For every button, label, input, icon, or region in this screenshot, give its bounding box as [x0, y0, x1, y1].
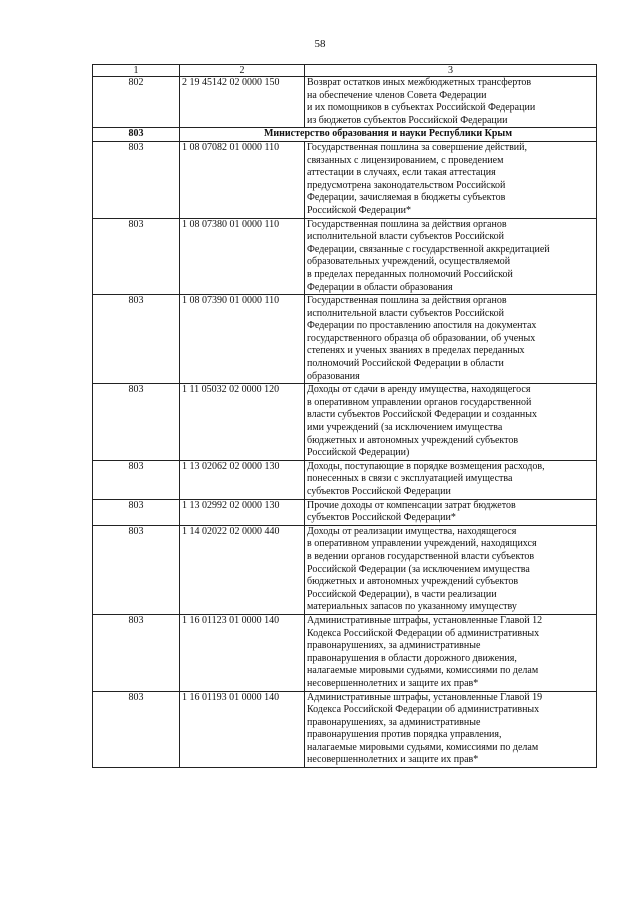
- table-row: [93, 295, 597, 384]
- description-line: правонарушения против порядка управления,: [307, 729, 502, 741]
- table-row: [93, 614, 597, 691]
- revenue-codes-table: [92, 64, 597, 768]
- budget-classification-code: 1 08 07380 01 0000 110: [180, 218, 305, 295]
- budget-classification-code: 1 11 05032 02 0000 120: [180, 384, 305, 461]
- description-line: Возврат остатков иных межбюджетных трансфертов: [307, 77, 532, 88]
- description-line: предусмотрена законодательством Российской: [307, 179, 506, 191]
- table-row: [93, 77, 597, 128]
- description-line: налагаемые мировыми судьями, комиссиями по делам: [307, 665, 539, 677]
- page-number: 58: [314, 38, 326, 50]
- revenue-description: [305, 77, 597, 128]
- description-line: в пределах переданных полномочий Российской: [307, 268, 513, 280]
- revenue-description: [305, 691, 597, 768]
- ministry-header-row: [93, 128, 597, 142]
- description-line: степенях и ученых званиях в пределах переданных: [307, 345, 525, 357]
- revenue-description: [305, 614, 597, 691]
- revenue-description: [305, 525, 597, 614]
- description-line: на обеспечение членов Совета Федерации: [307, 89, 487, 101]
- description-line: исполнительной власти субъектов Российской: [307, 231, 505, 243]
- budget-classification-code: 1 16 01123 01 0000 140: [180, 614, 305, 691]
- admin-code: 803: [93, 384, 180, 461]
- description-line: Кодекса Российской Федерации об административных: [307, 627, 540, 639]
- admin-code: 803: [93, 499, 180, 525]
- description-line: несовершеннолетних и защите их прав*: [307, 754, 479, 766]
- description-line: Государственная пошлина за действия органов: [307, 218, 507, 230]
- description-line: ими учреждений (за исключением имущества: [307, 422, 503, 434]
- description-line: Российской Федерации*: [307, 204, 412, 216]
- description-line: и их помощников в субъектах Российской Федерации: [307, 102, 536, 114]
- description-line: в оперативном управлении органов государственной: [307, 396, 532, 408]
- table-header-row: [93, 65, 597, 77]
- description-line: из бюджетов субъектов Российской Федерации: [307, 114, 508, 126]
- table-row: [93, 499, 597, 525]
- description-line: Доходы от реализации имущества, находящегося: [307, 525, 517, 537]
- description-line: власти субъектов Российской Федерации и созданных: [307, 409, 538, 421]
- ministry-title: Министерство образования и науки Республики Крым: [180, 128, 597, 142]
- table-row: [93, 218, 597, 295]
- description-line: Административные штрафы, установленные Главой 12: [307, 614, 543, 626]
- table-row: [93, 141, 597, 218]
- budget-classification-code: 1 16 01193 01 0000 140: [180, 691, 305, 768]
- table-body: [93, 65, 597, 768]
- budget-classification-code: 1 08 07390 01 0000 110: [180, 295, 305, 384]
- description-line: налагаемые мировыми судьями, комиссиями по делам: [307, 741, 539, 753]
- description-line: Государственная пошлина за совершение действий,: [307, 141, 528, 153]
- description-line: правонарушениях, за административные: [307, 716, 481, 728]
- admin-code: 803: [93, 128, 180, 142]
- description-line: в ведении органов государственной власти субъектов: [307, 550, 535, 562]
- description-line: субъектов Российской Федерации*: [307, 512, 456, 524]
- description-line: правонарушения в области дорожного движения,: [307, 652, 517, 664]
- column-header-2: 2: [180, 65, 305, 77]
- description-line: Федерации, зачисляемая в бюджеты субъектов: [307, 192, 506, 204]
- column-header-1: 1: [93, 65, 180, 77]
- description-line: Федерации в области образования: [307, 281, 453, 293]
- description-line: Российской Федерации): [307, 447, 410, 459]
- description-line: несовершеннолетних и защите их прав*: [307, 677, 479, 689]
- revenue-description: [305, 295, 597, 384]
- description-line: Российской Федерации (за исключением имущества: [307, 563, 530, 575]
- budget-classification-code: 1 13 02062 02 0000 130: [180, 460, 305, 499]
- description-line: бюджетных и автономных учреждений субъектов: [307, 576, 519, 588]
- description-line: субъектов Российской Федерации: [307, 486, 451, 497]
- table-row: [93, 691, 597, 768]
- description-line: аттестации в случаях, если такая аттестация: [307, 167, 496, 179]
- description-line: связанных с лицензированием, с проведением: [307, 154, 504, 166]
- admin-code: 803: [93, 691, 180, 768]
- budget-classification-code: 2 19 45142 02 0000 150: [180, 77, 305, 128]
- admin-code: 803: [93, 614, 180, 691]
- description-line: Федерации, связанные с государственной аккредитацией: [307, 243, 550, 255]
- admin-code: 803: [93, 525, 180, 614]
- description-line: государственного образца об образовании, об ученых: [307, 332, 536, 344]
- budget-classification-code: 1 13 02992 02 0000 130: [180, 499, 305, 525]
- description-line: понесенных в связи с эксплуатацией имущества: [307, 473, 513, 485]
- description-line: бюджетных и автономных учреждений субъектов: [307, 434, 519, 446]
- revenue-description: [305, 218, 597, 295]
- description-line: Прочие доходы от компенсации затрат бюджетов: [307, 499, 516, 511]
- description-line: в оперативном управлении учреждений, находящихся: [307, 538, 537, 550]
- description-line: Доходы от сдачи в аренду имущества, находящегося: [307, 384, 531, 396]
- column-header-3: 3: [305, 65, 597, 77]
- budget-classification-code: 1 14 02022 02 0000 440: [180, 525, 305, 614]
- description-line: исполнительной власти субъектов Российской: [307, 307, 505, 319]
- table-row: [93, 460, 597, 499]
- admin-code: 803: [93, 460, 180, 499]
- description-line: Кодекса Российской Федерации об административных: [307, 704, 540, 716]
- table-row: [93, 525, 597, 614]
- admin-code: 802: [93, 77, 180, 128]
- description-line: Федерации по проставлению апостиля на документах: [307, 320, 537, 332]
- description-line: Доходы, поступающие в порядке возмещения расходов,: [307, 460, 545, 472]
- description-line: Административные штрафы, установленные Главой 19: [307, 691, 543, 703]
- admin-code: 803: [93, 141, 180, 218]
- description-line: образовательных учреждений, осуществляемой: [307, 256, 511, 268]
- table-row: [93, 384, 597, 461]
- description-line: Государственная пошлина за действия органов: [307, 295, 507, 307]
- revenue-description: [305, 384, 597, 461]
- description-line: материальных запасов по указанному имуществу: [307, 601, 517, 613]
- revenue-description: [305, 460, 597, 499]
- description-line: правонарушениях, за административные: [307, 640, 481, 652]
- admin-code: 803: [93, 295, 180, 384]
- admin-code: 803: [93, 218, 180, 295]
- description-line: образования: [307, 370, 360, 382]
- description-line: Российской Федерации), в части реализации: [307, 588, 497, 600]
- revenue-description: [305, 141, 597, 218]
- revenue-description: [305, 499, 597, 525]
- budget-classification-code: 1 08 07082 01 0000 110: [180, 141, 305, 218]
- description-line: полномочий Российской Федерации в области: [307, 358, 504, 370]
